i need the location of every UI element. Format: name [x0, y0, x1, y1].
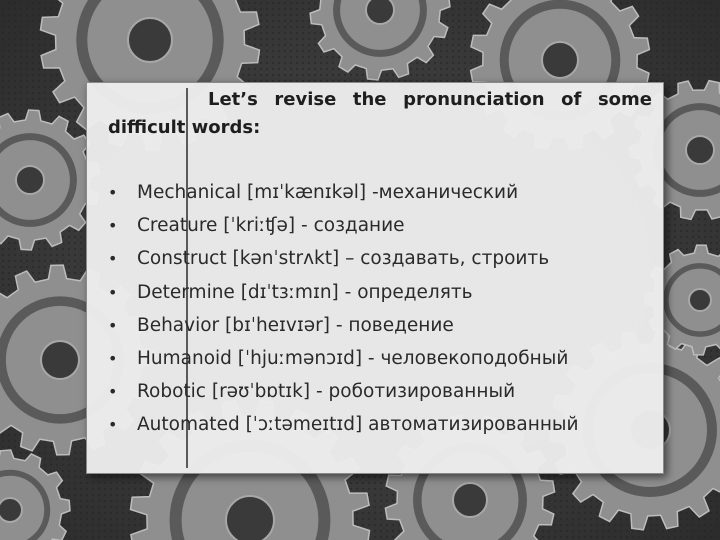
bullet-icon: • — [108, 183, 118, 202]
bullet-icon: • — [108, 415, 118, 435]
bullet-icon: • — [108, 216, 118, 236]
word-entry: Determine [dɪˈtɜːmɪn] - определять — [137, 281, 473, 303]
word-entry: Mechanical [mɪˈkænɪkəl] -механический — [137, 182, 519, 203]
gear-hub — [41, 341, 79, 379]
list-item — [108, 414, 579, 447]
list-item — [108, 348, 579, 381]
gear-hub — [0, 498, 22, 522]
word-entry: Robotic [rəʊˈbɒtɪk] - роботизированный — [137, 381, 516, 403]
word-entry: Humanoid [ˈhjuːmənɔɪd] - человекоподобный — [137, 347, 569, 369]
word-entry: Construct [kənˈstrʌkt] – создавать, строить — [137, 248, 550, 270]
gear-hub — [542, 42, 578, 78]
gear-hub — [226, 496, 274, 540]
gear-hub — [689, 289, 711, 311]
gear-hub — [128, 18, 172, 62]
gear-hub — [686, 136, 714, 164]
gear-hub — [16, 166, 44, 194]
gear-hub — [366, 0, 394, 24]
list-item — [108, 282, 579, 315]
list-item — [108, 248, 579, 281]
bullet-icon: • — [108, 249, 118, 269]
bullet-icon: • — [108, 315, 118, 335]
bullet-icon: • — [108, 382, 118, 402]
word-entry: Creature [ˈkriːʧə] - создание — [137, 215, 405, 237]
bullet-icon: • — [108, 282, 118, 302]
list-item — [108, 215, 579, 248]
word-list — [108, 182, 579, 448]
word-entry: Behavior [bɪˈheɪvɪər] - поведение — [137, 314, 454, 336]
list-item — [108, 381, 579, 414]
list-item — [108, 315, 579, 348]
word-entry: Automated [ˈɔːtəmeɪtɪd] автоматизированный — [137, 414, 579, 436]
slide-heading: Let’s revise the pronunciation of some difficult words: — [108, 89, 652, 138]
bullet-icon: • — [108, 348, 118, 368]
gear-hub — [453, 483, 487, 517]
list-item — [108, 182, 579, 215]
